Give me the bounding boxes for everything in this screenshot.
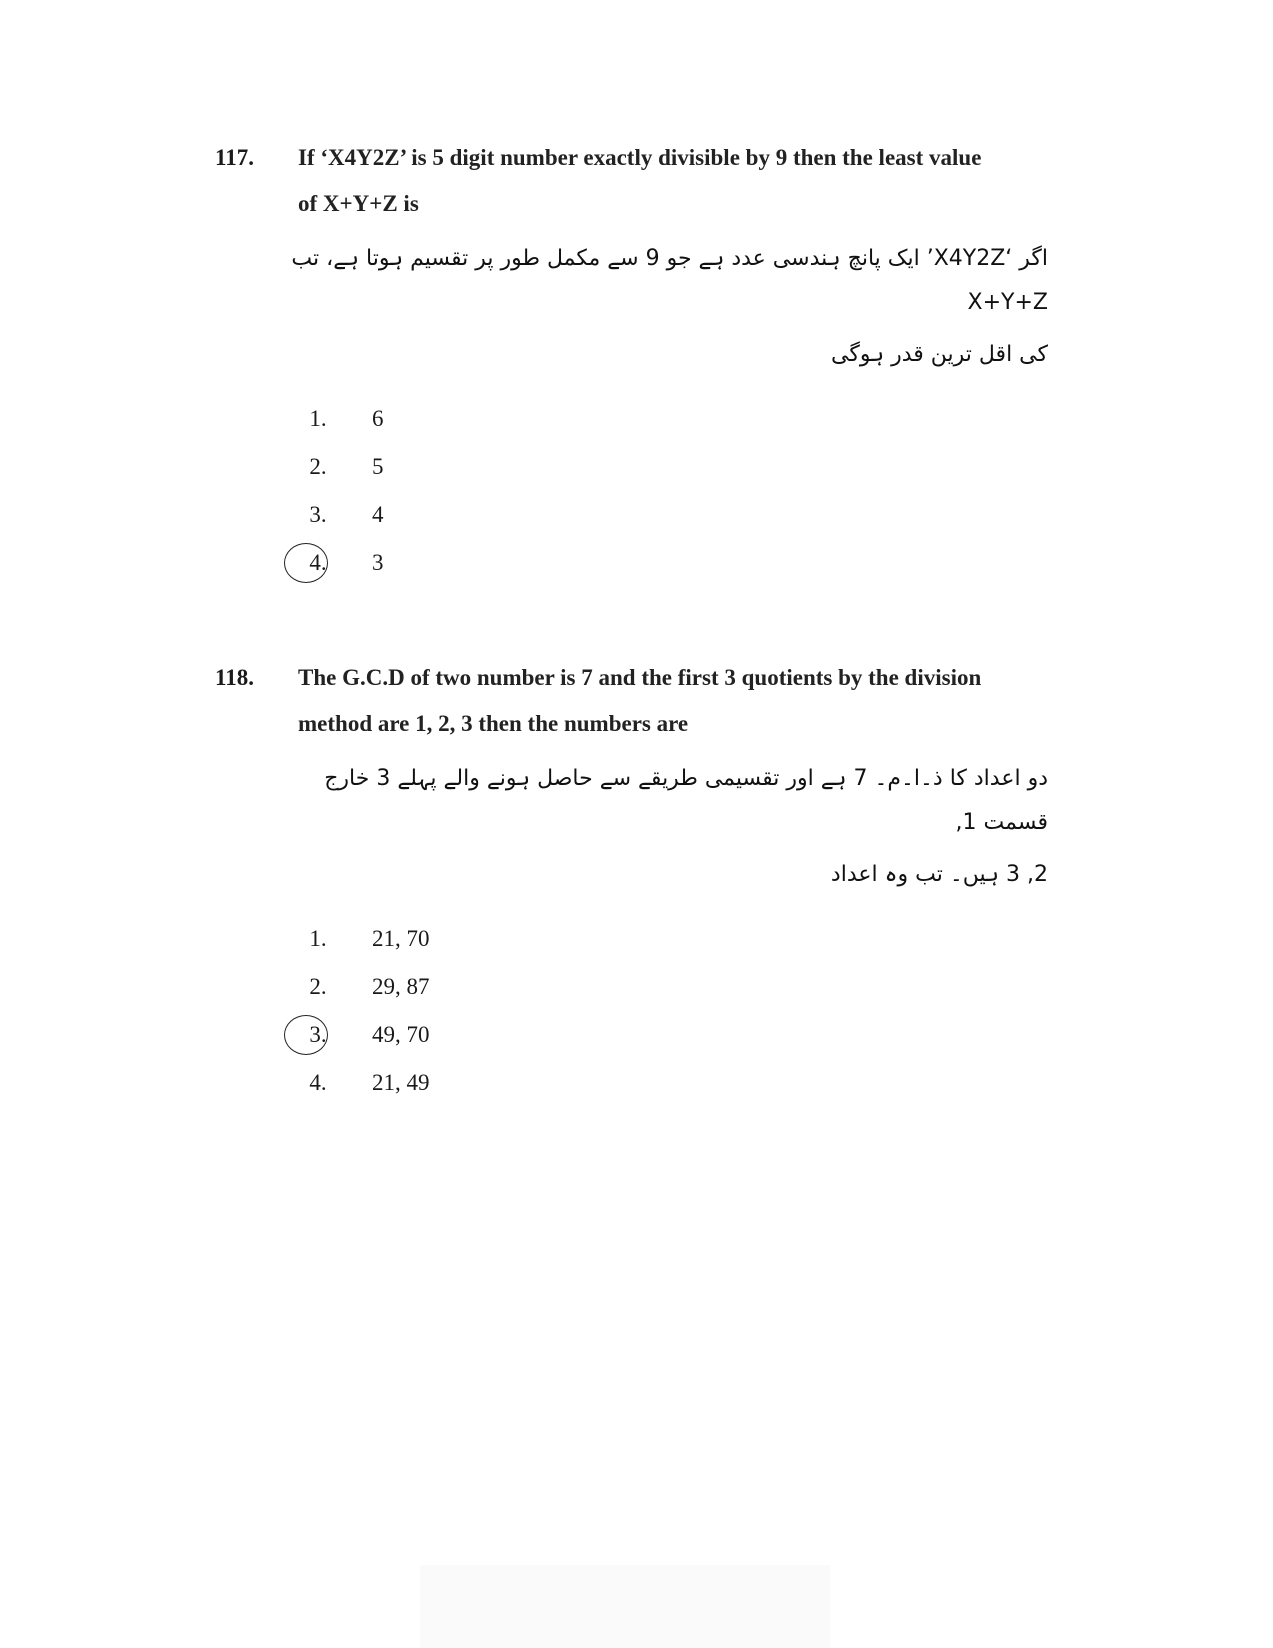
option-3 — [0, 499, 1273, 547]
question-118 — [0, 655, 1273, 1115]
option-number: 1. — [309, 406, 327, 431]
option-1 — [0, 403, 1273, 451]
option-1 — [0, 923, 1273, 971]
question-header — [0, 135, 1273, 227]
option-value: 5 — [372, 454, 384, 479]
footer-area — [420, 1565, 830, 1648]
question-urdu-line-1: اگر ‘X4Y2Z’ ایک پانچ ہندسی عدد ہے جو 9 سے مکمل طور پر تقسیم ہوتا ہے، تب X+Y+Z — [291, 246, 1048, 315]
option-value: 6 — [372, 406, 384, 431]
option-value: 3 — [372, 550, 384, 575]
option-value: 49, 70 — [372, 1022, 430, 1047]
option-2 — [0, 971, 1273, 1019]
question-text: If ‘X4Y2Z’ is 5 digit number exactly divisible by 9 then the least value of X+Y+Z is — [298, 145, 982, 216]
question-text: The G.C.D of two number is 7 and the first 3 quotients by the division method are 1, 2, 3 then the numbers are — [298, 665, 982, 736]
question-117 — [0, 135, 1273, 595]
option-number: 1. — [309, 926, 327, 951]
option-3 — [0, 1019, 1273, 1067]
option-number: 4. — [309, 550, 327, 575]
option-4 — [0, 1067, 1273, 1115]
options-list — [0, 923, 1273, 1115]
question-number: 117. — [215, 145, 254, 170]
option-value: 21, 70 — [372, 926, 430, 951]
option-value: 29, 87 — [372, 974, 430, 999]
option-4 — [0, 547, 1273, 595]
option-number: 2. — [309, 974, 327, 999]
option-number: 2. — [309, 454, 327, 479]
option-number: 4. — [309, 1070, 327, 1095]
question-urdu-line-1: دو اعداد کا ذ۔ا۔م۔ 7 ہے اور تقسیمی طریقے سے حاصل ہونے والے پہلے 3 خارج قسمت 1, — [324, 766, 1048, 835]
options-list — [0, 403, 1273, 595]
option-value: 4 — [372, 502, 384, 527]
question-number: 118. — [215, 665, 254, 690]
option-value: 21, 49 — [372, 1070, 430, 1095]
option-number: 3. — [309, 502, 327, 527]
option-2 — [0, 451, 1273, 499]
option-number: 3. — [309, 1022, 327, 1047]
question-urdu-line-2: 2, 3 ہیں۔ تب وہ اعداد — [830, 862, 1048, 887]
question-header — [0, 655, 1273, 747]
question-urdu-line-2: کی اقل ترین قدر ہوگی — [831, 342, 1048, 367]
